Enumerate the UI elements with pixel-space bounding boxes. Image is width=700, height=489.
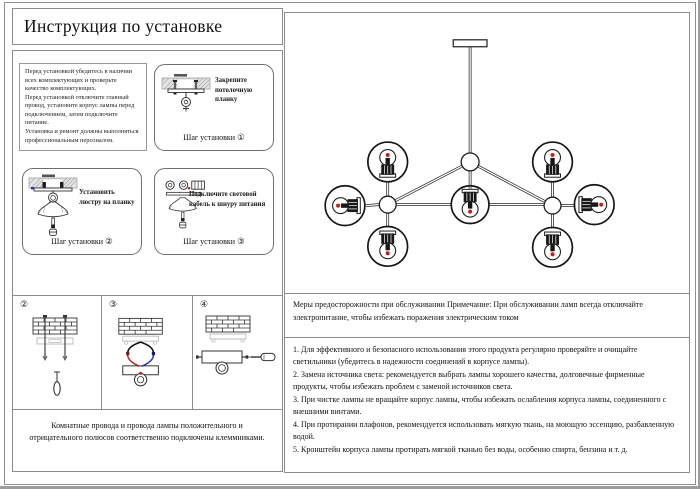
panel-number-icon: ④ xyxy=(200,300,209,310)
maintenance-list-box xyxy=(284,337,690,473)
step1-number-icon: ① xyxy=(237,133,245,143)
panel-number-icon: ② xyxy=(20,300,29,310)
maintenance-item: 4. При протирании плафонов, рекомендуется использовать мягкую ткань, на моющую эссенцию, разбавленную водой. xyxy=(293,419,675,442)
maintenance-item: 3. При чистке лампы не вращайте корпус лампы, чтобы избежать ослабления корпуса лампы, соединенного с внешними винтами. xyxy=(293,394,667,417)
mount-chandelier-diagram-icon xyxy=(27,174,79,236)
toggle-bolt-diagram-icon xyxy=(13,296,101,409)
wiring-caption: Комнатные провода и провода лампы положительного и отрицательного полюсов соответственно подключены клеммниками. xyxy=(29,421,265,442)
step3-number-icon: ③ xyxy=(237,237,245,247)
maintenance-item: 1. Для эффективного и безопасного использования этого продукта регулярно проверяйте и очищайте светильники (убедитесь в надежности соединений в корпусе лампы). xyxy=(293,345,638,367)
step3-label: Подключите световой кабель к шнуру питания xyxy=(189,191,266,208)
screwdriver-mount-diagram-icon xyxy=(193,296,284,409)
step1-caption xyxy=(155,133,273,143)
wiring-panels-section xyxy=(12,295,283,472)
wiring-panel-4 xyxy=(193,296,284,409)
step3-box xyxy=(154,168,274,255)
step-caption-text: Шаг установки xyxy=(51,237,104,246)
step2-box xyxy=(22,168,142,255)
chandelier-illustration-box xyxy=(284,12,690,294)
wiring-panel-2 xyxy=(13,296,101,409)
intro-paragraph: Перед установкой убедитесь в наличии всех комплектующих и проверьте качество комплектующих. xyxy=(25,68,133,93)
step2-number-icon: ② xyxy=(105,237,113,247)
step2-caption xyxy=(23,237,141,247)
panel-number-icon: ③ xyxy=(109,300,118,310)
safety-note-text: Меры предосторожности при обслуживании Примечание: При обслуживании ламп всегда отключайте электропитание, чтобы избежать поражения электрическим током xyxy=(293,300,643,322)
wiring-panel-3 xyxy=(102,296,192,409)
intro-warning-box xyxy=(19,63,147,151)
step-caption-text: Шаг установки xyxy=(183,237,236,246)
wire-connection-diagram-icon xyxy=(102,296,192,409)
maintenance-item: 5. Кронштейн корпуса лампы протирать мягкой тканью без воды, особенно спирта, бензина и т. д. xyxy=(293,444,628,454)
maintenance-item: 2. Замена источника света: рекомендуется выбрать лампы хорошего качества, долговечные фирменные продукты, чтобы избежать проблем с заменой источников света. xyxy=(293,369,645,392)
page-title: Инструкция по установке xyxy=(24,16,223,36)
intro-paragraph: Перед установкой отключите главный провод, установите корпус лампы перед подключением, затем подключите питание. xyxy=(25,93,135,127)
chandelier-illustration xyxy=(285,13,689,293)
step1-box xyxy=(154,64,274,151)
title-box xyxy=(12,8,283,45)
step1-label: Закрепите потолочную планку xyxy=(215,77,253,104)
step3-caption xyxy=(155,237,273,247)
intro-paragraph: Установка и ремонт должны выполняться профессиональным персоналом. xyxy=(25,128,139,144)
step-caption-text: Шаг установки xyxy=(183,133,236,142)
step2-label: Установить люстру на планку xyxy=(79,189,135,206)
caption-divider xyxy=(13,409,282,410)
ceiling-bracket-diagram-icon xyxy=(160,73,212,131)
installation-steps-section xyxy=(12,50,283,296)
safety-note-box xyxy=(284,293,690,338)
